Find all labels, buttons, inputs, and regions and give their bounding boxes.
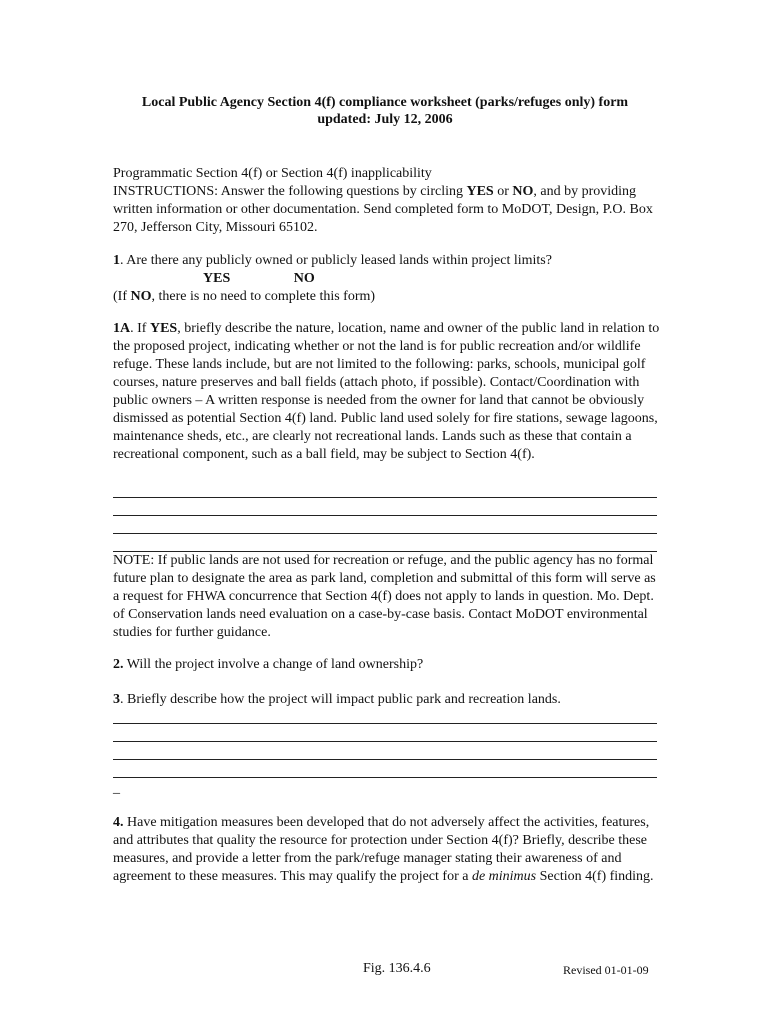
form-title [100, 94, 670, 128]
q1-yes-option[interactable]: YES [203, 271, 231, 286]
note-text: NOTE: If public lands are not used for recreation or refuge, and the public agency has no formal future plan to designate the area as park land, completion and submittal of this form will serve as a request for FHWA concurrence that Section 4(f) does not apply to lands in question. Mo. Dept. of Conservation lands need evaluation on a case-by-case basis. Contact MoDOT environmental studies for further guidance. [113, 553, 656, 640]
question-1-note: (If NO, there is no need to complete this form) [113, 289, 376, 304]
answer-line[interactable] [113, 480, 657, 498]
question-2-text: 2. Will the project involve a change of land ownership? [113, 657, 424, 672]
trailing-underscore: _ [113, 781, 120, 796]
question-3-trailing-mark [113, 780, 661, 798]
question-1a-text: 1A. If YES, briefly describe the nature, location, name and owner of the public land in relation to the proposed project, indicating whether or not the land is for public recreation and/or wildlife refuge. These lands include, but are not limited to the following: parks, schools, municipal golf courses, nature preserves and ball fields (attach photo, if possible). Contact/Coordination with public owners – A written response is needed from the owner for land that cannot be obviously dismissed as potential Section 4(f) land. Public land used solely for fire stations, sewage lagoons, maintenance sheds, etc., are clearly not recreational lands. Lands such as these that contain a recreational component, such as a ball field, may be subject to Section 4(f). [113, 321, 660, 462]
revised-date: Revised 01-01-09 [563, 963, 649, 977]
question-4 [113, 814, 661, 886]
answer-lines-1a[interactable] [113, 480, 657, 552]
answer-line[interactable] [113, 742, 657, 760]
programmatic-heading: Programmatic Section 4(f) or Section 4(f) inapplicability [113, 166, 432, 181]
instructions-text: INSTRUCTIONS: Answer the following questions by circling YES or NO, and by providing written information or other documentation. Send completed form to MoDOT, Design, P.O. Box 270, Jefferson City, Missouri 65102. [113, 184, 653, 235]
note-section [113, 552, 661, 642]
q1-no-option[interactable]: NO [293, 271, 315, 286]
answer-line[interactable] [113, 516, 657, 534]
instructions-section [113, 165, 661, 237]
figure-number: Fig. 136.4.6 [363, 961, 431, 976]
answer-line[interactable] [113, 498, 657, 516]
answer-lines-3[interactable] [113, 706, 657, 778]
question-1 [113, 252, 661, 306]
instr-no: NO [512, 184, 534, 199]
answer-line[interactable] [113, 760, 657, 778]
question-4-text: 4. Have mitigation measures been developed that do not adversely affect the activities, features, and attributes that quality the resource for protection under Section 4(f)? Briefly, describe these measures, and provide a letter from the park/refuge manager stating their awareness of and agreement to these measures. This may qualify the project for a de minimus Section 4(f) finding. [113, 815, 654, 884]
title-line-2: updated: July 12, 2006 [317, 112, 453, 127]
question-2 [113, 656, 661, 674]
answer-line[interactable] [113, 724, 657, 742]
answer-line[interactable] [113, 706, 657, 724]
question-1-choices [113, 270, 661, 288]
question-1a [113, 320, 661, 464]
question-3-text: 3. Briefly describe how the project will impact public park and recreation lands. [113, 692, 561, 707]
question-1-text: 1. Are there any publicly owned or publicly leased lands within project limits? [113, 253, 552, 268]
title-line-1: Local Public Agency Section 4(f) compliance worksheet (parks/refuges only) form [141, 95, 629, 110]
answer-line[interactable] [113, 534, 657, 552]
instr-yes: YES [466, 184, 494, 199]
